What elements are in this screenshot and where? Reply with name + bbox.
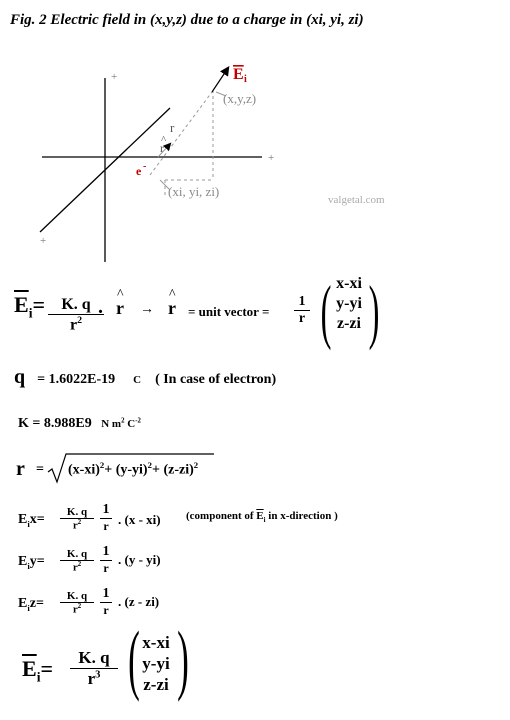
field-diagram — [0, 0, 510, 270]
charge-sign: - — [143, 161, 147, 172]
plus-bottom-left: + — [40, 235, 47, 247]
eq1-rhat2: ^ r — [168, 298, 176, 319]
r-equals: = — [36, 462, 44, 477]
rhat-label: r — [160, 141, 164, 155]
eq1-unit-text: = unit vector = — [188, 304, 270, 319]
source-label: (xi, yi, zi) — [168, 184, 220, 199]
eq1-fraction: $\frac{K. q}{r^2}$ — [48, 296, 104, 334]
eq1-left-paren: ( — [320, 271, 332, 351]
eq1-lhs: $\overline{E}_i=$ — [14, 292, 46, 321]
eq1-right-paren: ) — [368, 271, 380, 351]
plus-right: + — [268, 152, 275, 164]
r-radicand: $(x-xi)^2+ (y-yi)^2+ (z-zi)^2$ — [68, 460, 199, 478]
final-fraction: $\frac{K. q}{r^3}$ — [70, 648, 118, 689]
equation-coulomb-constant: K = 8.988E9 N $m^2$ $C^{-2}$ — [18, 416, 141, 431]
r-sym: r — [16, 458, 25, 480]
equation-charge: q = 1.6022E-19 C ( In case of electron) — [14, 366, 277, 388]
field-arrow — [212, 68, 228, 92]
final-right-paren: ) — [177, 615, 189, 702]
field-label: E — [233, 66, 244, 83]
eq1-dot: . — [98, 296, 103, 318]
field-sub: i — [244, 74, 247, 85]
eq1-rhat: ^ r — [116, 298, 124, 319]
watermark: valgetal.com — [328, 194, 385, 206]
r-label: r — [170, 120, 175, 135]
r-vector-line — [150, 92, 212, 175]
charge-label: e — [136, 164, 142, 178]
eq1-vector: x-xi y-yi z-zi — [336, 275, 362, 332]
final-left-paren: ( — [128, 615, 140, 702]
eq1-arrow: → — [140, 302, 154, 317]
plus-top: + — [111, 71, 118, 83]
final-vector: x-xi y-yi z-zi — [142, 633, 170, 694]
final-lhs: $\overline{E}_i=$ — [22, 656, 54, 685]
point-label: (x,y,z) — [223, 91, 257, 106]
eq1-inv-r: $\frac{1}{r}$ — [294, 294, 310, 327]
rhat-hat: ^ — [161, 134, 167, 146]
figure-title: Fig. 2 Electric field in (x,y,z) due to a charge in (xi, yi, zi) — [10, 12, 364, 28]
